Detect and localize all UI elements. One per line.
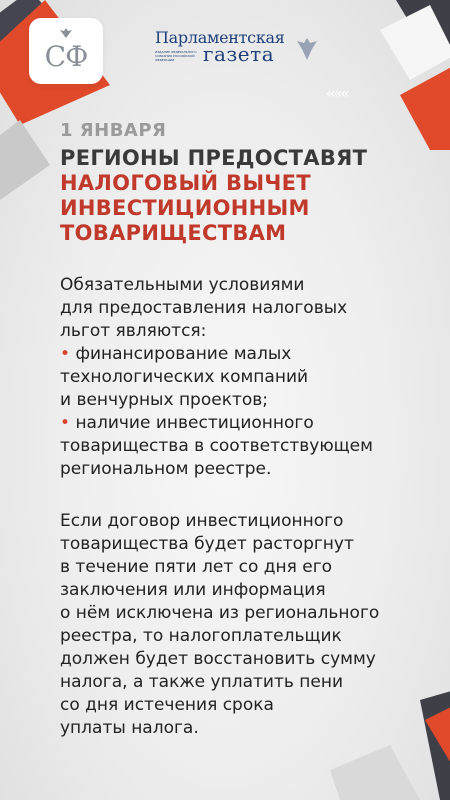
headline-line-2: НАЛОГОВЫЙ ВЫЧЕТ: [60, 171, 311, 195]
text-line: льгот являются:: [60, 321, 207, 341]
text-line: наличие инвестиционного: [75, 413, 314, 433]
text-line: товарищества будет расторгнут: [60, 534, 354, 554]
eagle-emblem-icon: [60, 28, 72, 38]
logo-sovet-federatsii: [29, 18, 103, 84]
text-line: финансирование малых: [75, 344, 292, 364]
text-line: заключения или информация: [60, 580, 326, 600]
bullet-item-1: [60, 343, 420, 366]
logo-sf-text: СФ: [44, 40, 88, 73]
logo-pg-title: Парламентская: [155, 28, 285, 47]
chevrons-decoration-icon: ‹‹‹‹‹‹: [326, 86, 348, 102]
deco-red-shape-right: [400, 65, 450, 150]
text-line: региональном реестре.: [60, 459, 272, 479]
headline-line-3: ИНВЕСТИЦИОННЫМ: [60, 196, 310, 220]
bullet-icon: •: [60, 413, 71, 433]
deco-gray-shape-bottom: [330, 745, 420, 800]
conditions-paragraph: [60, 274, 420, 481]
text-line: в течение пяти лет со дня его: [60, 557, 333, 577]
text-line: Если договор инвестиционного: [60, 511, 344, 531]
bullet-icon: •: [60, 344, 71, 364]
headline: [60, 146, 367, 246]
text-line: технологических компаний: [60, 367, 309, 387]
headline-line-4: ТОВАРИЩЕСТВАМ: [60, 221, 287, 245]
logo-parlamentskaya-gazeta: [155, 28, 335, 78]
text-line: должен будет восстановить сумму: [60, 649, 376, 669]
text-line: для предоставления налоговых: [60, 298, 348, 318]
text-line: со дня истечения срока: [60, 695, 274, 715]
text-line: Обязательными условиями: [60, 275, 305, 295]
text-line: реестра, то налогоплательщик: [60, 626, 342, 646]
text-line: о нём исключена из регионального: [60, 603, 380, 623]
logo-pg-subtitle: ИЗДАНИЕ ФЕДЕРАЛЬНОГО СОБРАНИЯ РОССИЙСКОЙ ФЕДЕРАЦИИ: [155, 50, 197, 62]
headline-line-1: РЕГИОНЫ ПРЕДОСТАВЯТ: [60, 146, 368, 170]
text-line: и венчурных проектов;: [60, 390, 269, 410]
eagle-emblem-icon: [297, 38, 317, 60]
termination-paragraph: [60, 510, 420, 740]
text-line: уплаты налога.: [60, 718, 199, 738]
text-line: товарищества в соответствующем: [60, 436, 373, 456]
bullet-item-2: [60, 412, 420, 435]
date-label: 1 ЯНВАРЯ: [60, 120, 167, 141]
logo-pg-title-2: газета: [203, 42, 275, 66]
text-line: налога, а также уплатить пени: [60, 672, 344, 692]
deco-gray-shape-left: [0, 120, 50, 200]
